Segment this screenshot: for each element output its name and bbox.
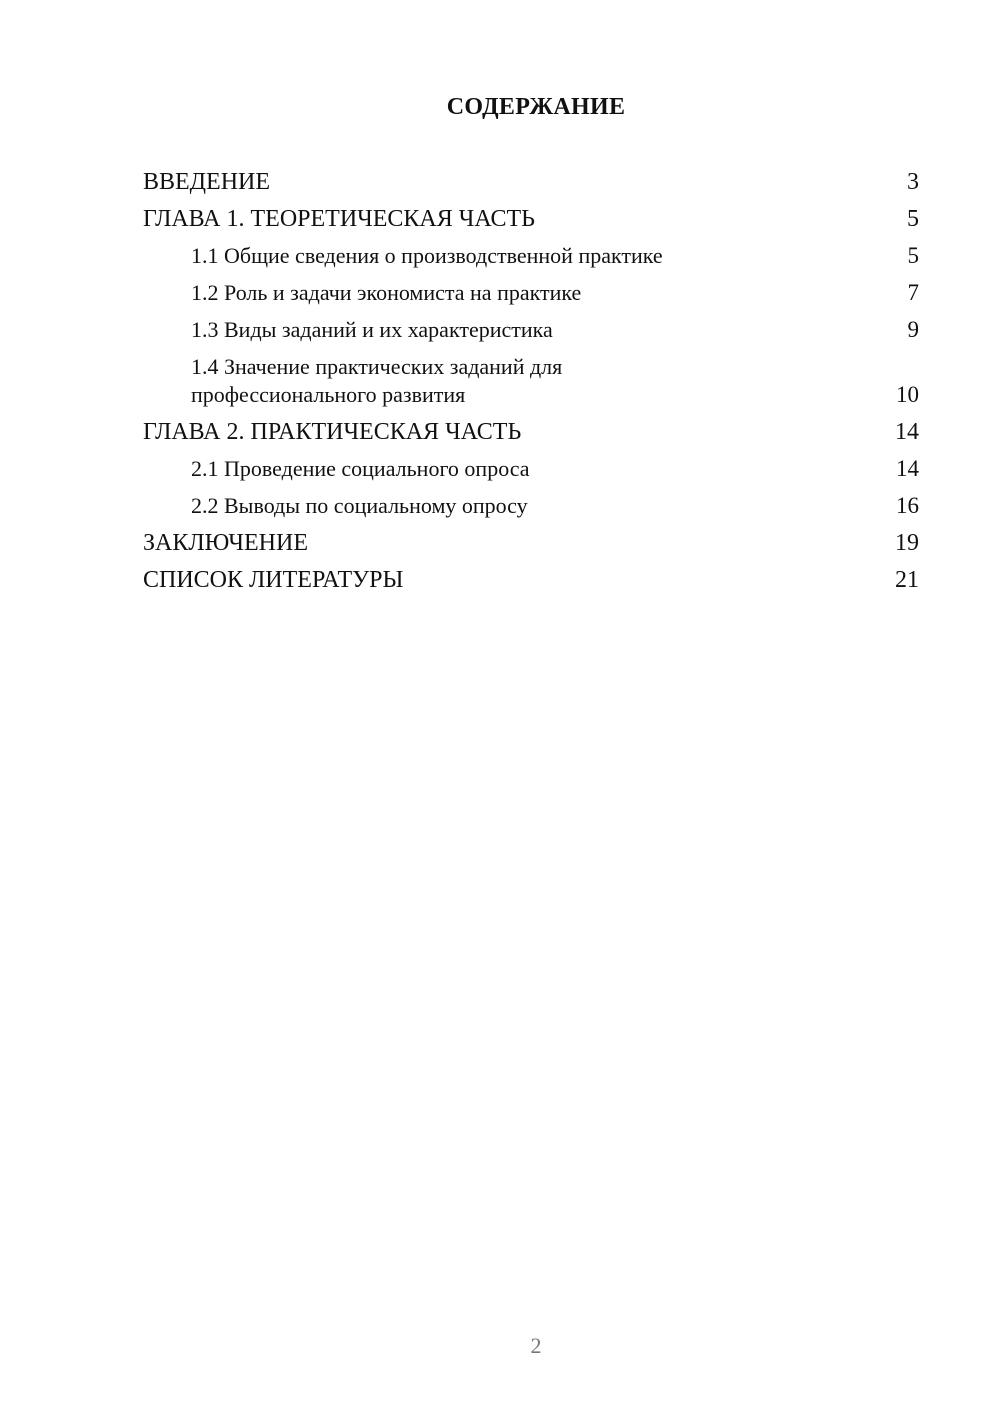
toc-entry-introduction[interactable]	[143, 168, 919, 205]
toc-entry-label: 1.1 Общие сведения о производственной практике	[191, 243, 663, 268]
toc-entry-page: 3	[907, 169, 919, 195]
toc-entry-section-2-1[interactable]	[143, 455, 919, 492]
toc-entry-section-1-1[interactable]	[143, 242, 919, 279]
toc-entry-label: ГЛАВА 1. ТЕОРЕТИЧЕСКАЯ ЧАСТЬ	[143, 206, 535, 232]
toc-entry-section-1-4[interactable]	[143, 353, 919, 418]
page-title: СОДЕРЖАНИЕ	[446, 94, 626, 120]
toc-entry-chapter-1[interactable]	[143, 205, 919, 242]
toc-entry-label: 1.2 Роль и задачи экономиста на практике	[191, 280, 582, 305]
toc-entry-section-1-2[interactable]	[143, 279, 919, 316]
toc-entry-section-2-2[interactable]	[143, 492, 919, 529]
toc-entry-references[interactable]	[143, 566, 919, 603]
toc-entry-label: 2.1 Проведение социального опроса	[191, 456, 530, 481]
toc-entry-page: 16	[896, 493, 919, 518]
toc-entry-chapter-2[interactable]	[143, 418, 919, 455]
toc-entry-label: ГЛАВА 2. ПРАКТИЧЕСКАЯ ЧАСТЬ	[143, 419, 522, 445]
toc-entry-page: 5	[907, 206, 919, 232]
toc-entry-page: 7	[907, 280, 919, 305]
toc-entry-page: 19	[895, 530, 919, 556]
toc-entry-label: ВВЕДЕНИЕ	[143, 169, 271, 195]
toc-entry-page: 14	[896, 456, 919, 481]
toc-entry-page: 21	[895, 567, 919, 593]
toc-entry-label: 2.2 Выводы по социальному опросу	[191, 493, 528, 518]
toc-entry-page: 10	[896, 382, 919, 407]
table-of-contents	[143, 168, 919, 603]
toc-entry-page: 9	[907, 317, 919, 342]
toc-entry-label: ЗАКЛЮЧЕНИЕ	[143, 530, 308, 556]
toc-entry-section-1-3[interactable]	[143, 316, 919, 353]
toc-entry-page: 5	[907, 243, 919, 268]
toc-entry-label: 1.3 Виды заданий и их характеристика	[191, 317, 553, 342]
toc-entry-label: СПИСОК ЛИТЕРАТУРЫ	[143, 567, 404, 593]
toc-entry-conclusion[interactable]	[143, 529, 919, 566]
page-number: 2	[530, 1333, 542, 1358]
toc-entry-label: 1.4 Значение практических заданий для профессионального развития	[191, 354, 563, 407]
toc-entry-page: 14	[895, 419, 919, 445]
